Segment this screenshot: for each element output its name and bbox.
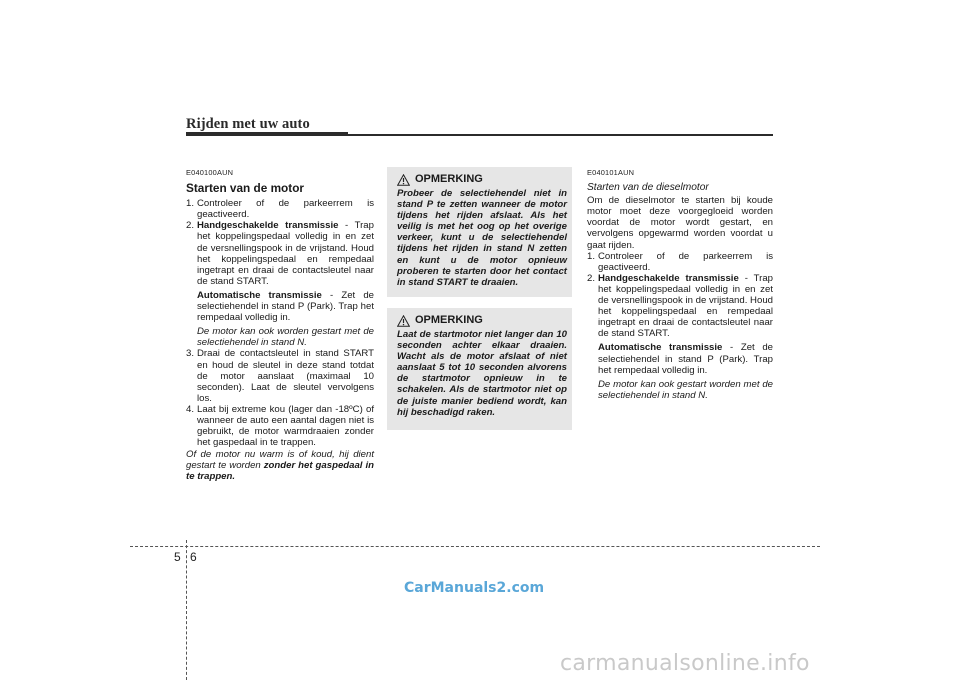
section-heading: Starten van de dieselmotor — [587, 182, 709, 194]
automatic-paragraph — [197, 290, 374, 323]
list-bold-label: Handgeschakelde transmissie — [197, 220, 339, 232]
list-text-body: - Trap het koppelingspedaal volledig in en zet de versnellingspook in de vrijstand. Houd het koppelingspedaal en rempedaal ingetrapt en draai de contactsleutel naar de stand START. — [598, 272, 773, 340]
list-number: 2. — [587, 272, 596, 284]
list-text — [598, 273, 773, 340]
note-header — [397, 315, 567, 327]
note-title: OPMERKING — [415, 173, 483, 186]
page-section-number: 5 — [174, 550, 181, 564]
section-code: E040100AUN — [186, 168, 234, 177]
section-heading: Starten van de motor — [186, 181, 304, 196]
left-column — [186, 167, 374, 483]
warning-icon — [397, 315, 410, 327]
automatic-note: De motor kan ook gestart worden met de selectiehendel in stand N. — [598, 378, 773, 401]
automatic-label: Automatische transmissie — [197, 289, 322, 301]
note-body: Laat de startmotor niet langer dan 10 seconden achter elkaar draaien. Wacht als de motor afslaat of niet aanslaat 5 tot 10 seconden alvorens de startmotor opnieuw in te schakelen. Als de startmotor niet op de juiste manier bediend wordt, kan hij beschadigd raken. — [397, 329, 567, 418]
list-item — [186, 404, 374, 448]
list-number: 1. — [587, 250, 596, 262]
automatic-text: - Zet de selectiehendel in stand P (Park). Trap het rempedaal volledig in. — [598, 342, 773, 376]
list-text: Controleer of de parkeerrem is geactiveerd. — [598, 250, 773, 273]
intro-paragraph: Om de dieselmotor te starten bij koude motor moet deze voorgegloeid worden voordat de motor wordt gestart, en vervolgens opgewarmd worden voordat u gaat rijden. — [587, 195, 773, 251]
list-item — [186, 220, 374, 287]
list-number: 2. — [186, 220, 195, 232]
list-text: Laat bij extreme kou (lager dan -18ºC) of wanneer de auto een aantal dagen niet is gebruikt, de motor warmdraaien zonder het gaspedaal in te trappen. — [197, 403, 374, 449]
list-text — [197, 220, 374, 287]
header-rule-thick — [186, 132, 348, 136]
list-number: 4. — [186, 403, 195, 415]
list-item — [186, 198, 374, 220]
right-column — [587, 167, 773, 401]
footer-vertical-divider — [186, 540, 187, 680]
note-box — [387, 167, 572, 297]
section-code: E040101AUN — [587, 168, 635, 177]
list-number: 1. — [186, 198, 195, 210]
note-title: OPMERKING — [415, 314, 483, 327]
final-remark-bold: zonder het gaspedaal in te trappen. — [186, 460, 374, 483]
note-header — [397, 174, 567, 186]
final-remark-italic: Of de motor nu warm is of koud, hij dient gestart te worden — [186, 449, 374, 472]
list-text: Controleer of de parkeerrem is geactiveerd. — [197, 198, 374, 221]
list-text-body: - Trap het koppelingspedaal volledig in en zet de versnellingspook in de vrijstand. Houd het koppelingspedaal en rempedaal ingetrapt en draai de contactsleutel naar de stand START. — [197, 220, 374, 287]
list-bold-label: Handgeschakelde transmissie — [598, 272, 739, 284]
automatic-label: Automatische transmissie — [598, 342, 723, 354]
list-item — [186, 348, 374, 403]
warning-icon — [397, 174, 410, 186]
watermark-text: carmanualsonline.info — [560, 651, 810, 676]
automatic-note: De motor kan ook worden gestart met de selectiehendel in stand N. — [197, 326, 374, 349]
note-body: Probeer de selectiehendel niet in stand P te zetten wanneer de motor tijdens het rijden afslaat. Als het veilig is met het oog op het overige verkeer, kunt u de selectiehendel tijdens het rijden in stand N zetten en kunt u de motor opnieuw proberen te starten door het contact in stand START te draaien. — [397, 188, 567, 288]
header-rule-thin — [348, 134, 773, 136]
watermark-link[interactable]: CarManuals2.com — [404, 580, 545, 596]
list-number: 3. — [186, 348, 195, 360]
automatic-paragraph — [598, 342, 773, 375]
note-box — [387, 308, 572, 430]
list-item — [587, 251, 773, 273]
list-text: Draai de contactsleutel in stand START en houd de sleutel in deze stand totdat de motor aanslaat (maximaal 10 seconden). Laat de sleutel vervolgens los. — [197, 348, 374, 404]
list-item — [587, 273, 773, 340]
section-title: Rijden met uw auto — [186, 116, 310, 132]
page-number: 6 — [190, 550, 197, 564]
automatic-text: - Zet de selectiehendel in stand P (Park). Trap het rempedaal volledig in. — [197, 289, 374, 324]
footer-divider — [130, 546, 820, 547]
final-remark — [186, 449, 374, 482]
